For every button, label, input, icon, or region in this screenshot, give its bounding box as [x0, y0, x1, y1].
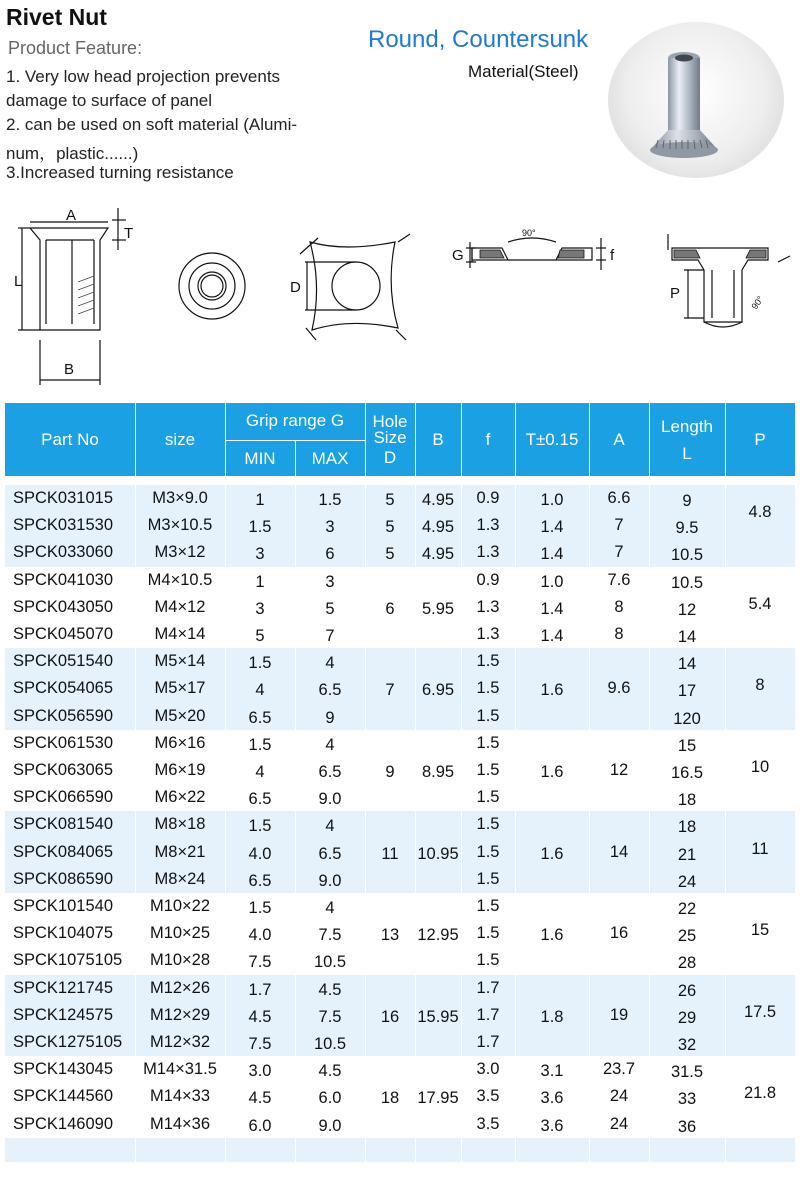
part-number: SPCK101540 — [13, 897, 113, 915]
header-hole-line-3: D — [383, 448, 397, 467]
grip-min-cell: 4.5 — [248, 1007, 272, 1026]
grip-max-cell: 4 — [325, 654, 335, 673]
f-cell: 1.3 — [476, 625, 500, 643]
dim-label-b: B — [64, 361, 75, 378]
header-grip-range: Grip range G — [245, 410, 345, 430]
size-cell: M10×28 — [149, 951, 211, 970]
f-cell: 0.9 — [476, 489, 500, 507]
a-cell: 16 — [609, 924, 629, 943]
grip-min-cell: 1.5 — [248, 654, 272, 673]
size-cell: M8×21 — [154, 842, 206, 861]
grip-max-cell: 7.5 — [318, 926, 342, 945]
b-cell: 6.95 — [421, 681, 455, 700]
part-number: SPCK146090 — [13, 1114, 113, 1133]
dim-label-g: G — [452, 247, 464, 264]
header-length-line-1: Length — [661, 417, 713, 436]
a-cell: 7 — [614, 543, 624, 562]
length-cell: 17 — [677, 682, 697, 701]
grip-max-cell: 4.5 — [318, 1062, 342, 1081]
a-cell: 8 — [614, 597, 624, 616]
header-part-no: Part No — [41, 430, 99, 449]
length-cell: 32 — [677, 1036, 697, 1054]
size-cell: M10×22 — [149, 897, 211, 915]
part-number: SPCK081540 — [13, 815, 113, 834]
length-cell: 10.5 — [670, 546, 704, 565]
grip-max-cell: 9.0 — [318, 790, 342, 809]
grip-max-cell: 4 — [325, 899, 335, 917]
grip-min-cell: 1 — [255, 491, 265, 509]
grip-min-cell: 7.5 — [248, 1035, 272, 1053]
f-cell: 1.5 — [476, 733, 500, 752]
grip-min-cell: 4.0 — [248, 844, 272, 863]
grip-max-cell: 3 — [325, 572, 335, 591]
size-cell: M12×32 — [149, 1033, 211, 1051]
length-cell: 15 — [677, 736, 697, 755]
hole-size-cell: 11 — [381, 844, 399, 863]
t-cell: 3.1 — [540, 1062, 564, 1081]
f-cell: 1.5 — [476, 679, 500, 698]
t-cell: 1.0 — [540, 572, 564, 591]
dim-label-angle: 90° — [522, 228, 536, 238]
length-cell: 18 — [677, 791, 697, 810]
header-length-line-2: L — [682, 444, 692, 463]
grip-min-cell: 1.5 — [248, 817, 272, 836]
f-cell: 1.7 — [476, 1033, 500, 1051]
part-number: SPCK124575 — [13, 1005, 113, 1024]
part-number: SPCK041030 — [13, 570, 113, 589]
a-cell: 12 — [609, 761, 629, 779]
size-cell: M5×14 — [154, 652, 206, 671]
a-cell: 8 — [614, 625, 624, 643]
grip-min-cell: 6.0 — [248, 1116, 272, 1135]
part-number: SPCK033060 — [13, 543, 113, 562]
p-cell: 5.4 — [748, 594, 772, 613]
header-size: size — [164, 430, 196, 449]
product-photo — [608, 22, 784, 178]
a-cell: 14 — [609, 842, 629, 861]
part-number: SPCK043050 — [13, 597, 113, 616]
grip-min-cell: 3 — [255, 545, 265, 564]
hole-size-cell: 6 — [385, 599, 395, 618]
size-cell: M3×12 — [154, 543, 206, 562]
part-number: SPCK051540 — [13, 652, 113, 671]
product-subtitle: Round, Countersunk — [368, 26, 589, 53]
table-footer-band — [5, 1138, 795, 1162]
p-cell: 4.8 — [748, 502, 772, 521]
a-cell: 7.6 — [607, 570, 631, 589]
length-cell: 9.5 — [675, 519, 699, 538]
size-cell: M6×16 — [154, 733, 206, 752]
header-t: T±0.15 — [525, 430, 579, 449]
hole-size-cell: 13 — [380, 926, 400, 945]
grip-min-cell: 1.5 — [248, 899, 272, 917]
page-title: Rivet Nut — [6, 4, 107, 30]
b-cell: 17.95 — [417, 1089, 459, 1108]
part-number: SPCK144560 — [13, 1087, 113, 1106]
grip-max-cell: 6.5 — [318, 844, 342, 863]
t-cell: 1.4 — [540, 599, 564, 618]
p-cell: 10 — [750, 758, 770, 776]
table-header — [5, 403, 795, 476]
length-cell: 9 — [682, 492, 692, 510]
size-cell: M8×24 — [154, 869, 206, 888]
length-cell: 33 — [677, 1090, 697, 1109]
b-cell: 8.95 — [421, 763, 455, 781]
p-cell: 15 — [750, 921, 770, 940]
size-cell: M5×20 — [154, 706, 206, 725]
dim-label-l: L — [14, 273, 23, 290]
header-length — [649, 409, 725, 471]
b-cell: 15.95 — [417, 1007, 459, 1026]
a-cell: 19 — [609, 1005, 629, 1024]
part-number: SPCK031015 — [13, 489, 113, 507]
part-number: SPCK1275105 — [13, 1033, 123, 1051]
grip-max-cell: 6.0 — [318, 1089, 342, 1108]
dim-label-angle-2: 90° — [749, 294, 766, 312]
f-cell: 1.5 — [476, 897, 500, 915]
dim-label-f: f — [610, 247, 615, 264]
length-cell: 10.5 — [670, 573, 704, 592]
t-cell: 1.6 — [540, 681, 564, 700]
dim-label-a: A — [66, 207, 77, 224]
t-cell: 1.4 — [540, 518, 564, 537]
feature-line-3: 2. can be used on soft material (Alumi- — [6, 115, 298, 134]
f-cell: 1.3 — [476, 543, 500, 562]
hole-size-cell: 5 — [385, 491, 395, 509]
part-number: SPCK063065 — [13, 761, 113, 779]
part-number: SPCK121745 — [13, 978, 113, 997]
size-cell: M5×17 — [154, 679, 206, 698]
part-number: SPCK143045 — [13, 1060, 113, 1079]
grip-min-cell: 6.5 — [248, 708, 272, 727]
b-cell: 4.95 — [421, 545, 455, 564]
grip-min-cell: 1.5 — [248, 518, 272, 537]
a-cell: 6.6 — [607, 489, 631, 507]
dim-label-p: P — [670, 285, 681, 302]
grip-max-cell: 10.5 — [313, 1035, 347, 1053]
grip-max-cell: 1.5 — [318, 491, 342, 509]
header-hole-size — [365, 409, 415, 471]
length-cell: 36 — [677, 1117, 697, 1136]
rivet-nut-image — [608, 22, 784, 178]
f-cell: 1.7 — [476, 978, 500, 997]
length-cell: 16.5 — [670, 764, 704, 782]
b-cell: 4.95 — [421, 518, 455, 537]
grip-max-cell: 3 — [325, 518, 335, 537]
size-cell: M3×9.0 — [152, 489, 208, 507]
length-cell: 21 — [677, 845, 697, 864]
a-cell: 24 — [609, 1114, 629, 1133]
header-b: B — [432, 430, 444, 449]
size-cell: M4×10.5 — [147, 570, 213, 589]
t-cell: 1.6 — [540, 926, 564, 945]
grip-max-cell: 10.5 — [313, 953, 347, 972]
part-number: SPCK045070 — [13, 625, 113, 643]
grip-max-cell: 5 — [325, 599, 335, 618]
f-cell: 1.5 — [476, 815, 500, 834]
part-number: SPCK031530 — [13, 516, 113, 535]
grip-max-cell: 7.5 — [318, 1007, 342, 1026]
f-cell: 1.5 — [476, 869, 500, 888]
header-min: MIN — [244, 449, 276, 468]
size-cell: M12×26 — [149, 978, 211, 997]
grip-min-cell: 6.5 — [248, 871, 272, 890]
a-cell: 23.7 — [602, 1060, 636, 1079]
grip-min-cell: 5 — [255, 627, 265, 645]
size-cell: M6×22 — [154, 788, 206, 807]
technical-diagrams — [0, 190, 800, 390]
size-cell: M4×12 — [154, 597, 206, 616]
grip-max-cell: 9.0 — [318, 1116, 342, 1135]
grip-max-cell: 6 — [325, 545, 335, 564]
grip-min-cell: 1 — [255, 572, 265, 591]
part-number: SPCK1075105 — [13, 951, 123, 970]
length-cell: 24 — [677, 872, 697, 891]
grip-min-cell: 4 — [255, 763, 265, 781]
hole-size-cell: 18 — [380, 1089, 400, 1108]
length-cell: 18 — [677, 818, 697, 837]
grip-min-cell: 6.5 — [248, 790, 272, 809]
material-label: Material(Steel) — [468, 62, 579, 81]
feature-line-2: damage to surface of panel — [6, 91, 213, 110]
grip-min-cell: 7.5 — [248, 953, 272, 972]
t-cell: 1.0 — [540, 491, 564, 509]
hole-size-cell: 5 — [385, 518, 395, 537]
hole-size-cell: 5 — [385, 545, 395, 564]
length-cell: 25 — [677, 927, 697, 946]
size-cell: M10×25 — [149, 924, 211, 943]
dimension-drawings — [0, 190, 800, 390]
b-cell: 12.95 — [417, 926, 459, 945]
length-cell: 28 — [677, 954, 697, 973]
size-cell: M3×10.5 — [147, 516, 213, 535]
hole-size-cell: 7 — [385, 681, 395, 700]
feature-line-4: num，plastic......) — [6, 144, 139, 163]
hole-size-cell: 9 — [385, 763, 395, 781]
t-cell: 1.8 — [540, 1007, 564, 1026]
part-number: SPCK104075 — [13, 924, 113, 943]
b-cell: 10.95 — [417, 844, 459, 863]
part-number: SPCK056590 — [13, 706, 113, 725]
f-cell: 1.5 — [476, 652, 500, 671]
length-cell: 120 — [673, 709, 701, 728]
size-cell: M14×31.5 — [143, 1060, 217, 1079]
grip-min-cell: 3.0 — [248, 1062, 272, 1081]
b-cell: 4.95 — [421, 491, 455, 509]
a-cell: 7 — [614, 516, 624, 535]
f-cell: 1.5 — [476, 842, 500, 861]
dim-label-d: D — [290, 279, 301, 296]
header-hole-line-2: Size — [373, 428, 407, 447]
part-number: SPCK084065 — [13, 842, 113, 861]
f-cell: 3.5 — [476, 1114, 500, 1133]
grip-min-cell: 1.5 — [248, 735, 272, 754]
header-f: f — [485, 430, 491, 449]
t-cell: 1.6 — [540, 763, 564, 781]
size-cell: M6×19 — [154, 761, 206, 779]
grip-min-cell: 4 — [255, 681, 265, 700]
size-cell: M14×33 — [149, 1087, 211, 1106]
grip-max-cell: 4 — [325, 735, 335, 754]
header-hole-line-1: Hole — [372, 412, 408, 431]
a-cell: 24 — [609, 1087, 629, 1106]
hole-size-cell: 16 — [380, 1007, 400, 1026]
grip-max-cell: 4 — [325, 817, 335, 836]
p-cell: 17.5 — [743, 1002, 777, 1021]
length-cell: 29 — [677, 1008, 697, 1027]
length-cell: 31.5 — [670, 1063, 704, 1082]
grip-max-cell: 9 — [325, 708, 335, 727]
size-cell: M8×18 — [154, 815, 206, 834]
header-a: A — [613, 430, 625, 449]
f-cell: 3.0 — [476, 1060, 500, 1079]
feature-line-1: 1. Very low head projection prevents — [6, 67, 281, 86]
f-cell: 1.7 — [476, 1005, 500, 1024]
grip-max-cell: 6.5 — [318, 763, 342, 781]
grip-min-cell: 1.7 — [248, 980, 272, 999]
grip-min-cell: 4.5 — [248, 1089, 272, 1108]
a-cell: 9.6 — [607, 679, 631, 698]
t-cell: 1.6 — [540, 844, 564, 863]
f-cell: 1.3 — [476, 597, 500, 616]
f-cell: 1.5 — [476, 788, 500, 807]
t-cell: 3.6 — [540, 1089, 564, 1108]
t-cell: 1.4 — [540, 545, 564, 564]
b-cell: 5.95 — [421, 599, 455, 618]
t-cell: 3.6 — [540, 1116, 564, 1135]
grip-max-cell: 7 — [325, 627, 335, 645]
length-cell: 22 — [677, 900, 697, 918]
f-cell: 3.5 — [476, 1087, 500, 1106]
header-p: P — [754, 430, 766, 449]
feature-line-5: 3.Increased turning resistance — [6, 163, 234, 182]
p-cell: 11 — [751, 839, 769, 858]
size-cell: M14×36 — [149, 1114, 211, 1133]
part-number: SPCK061530 — [13, 733, 113, 752]
part-number: SPCK054065 — [13, 679, 113, 698]
f-cell: 1.5 — [476, 924, 500, 943]
size-cell: M4×14 — [154, 625, 206, 643]
dim-label-t: T — [124, 225, 134, 242]
part-number: SPCK086590 — [13, 869, 113, 888]
length-cell: 14 — [677, 655, 697, 674]
f-cell: 1.5 — [476, 951, 500, 970]
f-cell: 1.3 — [476, 516, 500, 535]
f-cell: 1.5 — [476, 706, 500, 725]
grip-max-cell: 4.5 — [318, 980, 342, 999]
part-number: SPCK066590 — [13, 788, 113, 807]
p-cell: 21.8 — [743, 1084, 777, 1103]
f-cell: 0.9 — [476, 570, 500, 589]
grip-min-cell: 4.0 — [248, 926, 272, 945]
t-cell: 1.4 — [540, 627, 564, 645]
length-cell: 12 — [677, 600, 697, 619]
p-cell: 8 — [755, 676, 765, 695]
feature-heading: Product Feature: — [8, 38, 143, 58]
grip-max-cell: 6.5 — [318, 681, 342, 700]
grip-max-cell: 9.0 — [318, 871, 342, 890]
length-cell: 14 — [677, 628, 697, 646]
size-cell: M12×29 — [149, 1005, 211, 1024]
grip-min-cell: 3 — [255, 599, 265, 618]
length-cell: 26 — [677, 981, 697, 1000]
header-max: MAX — [311, 449, 349, 468]
f-cell: 1.5 — [476, 761, 500, 779]
